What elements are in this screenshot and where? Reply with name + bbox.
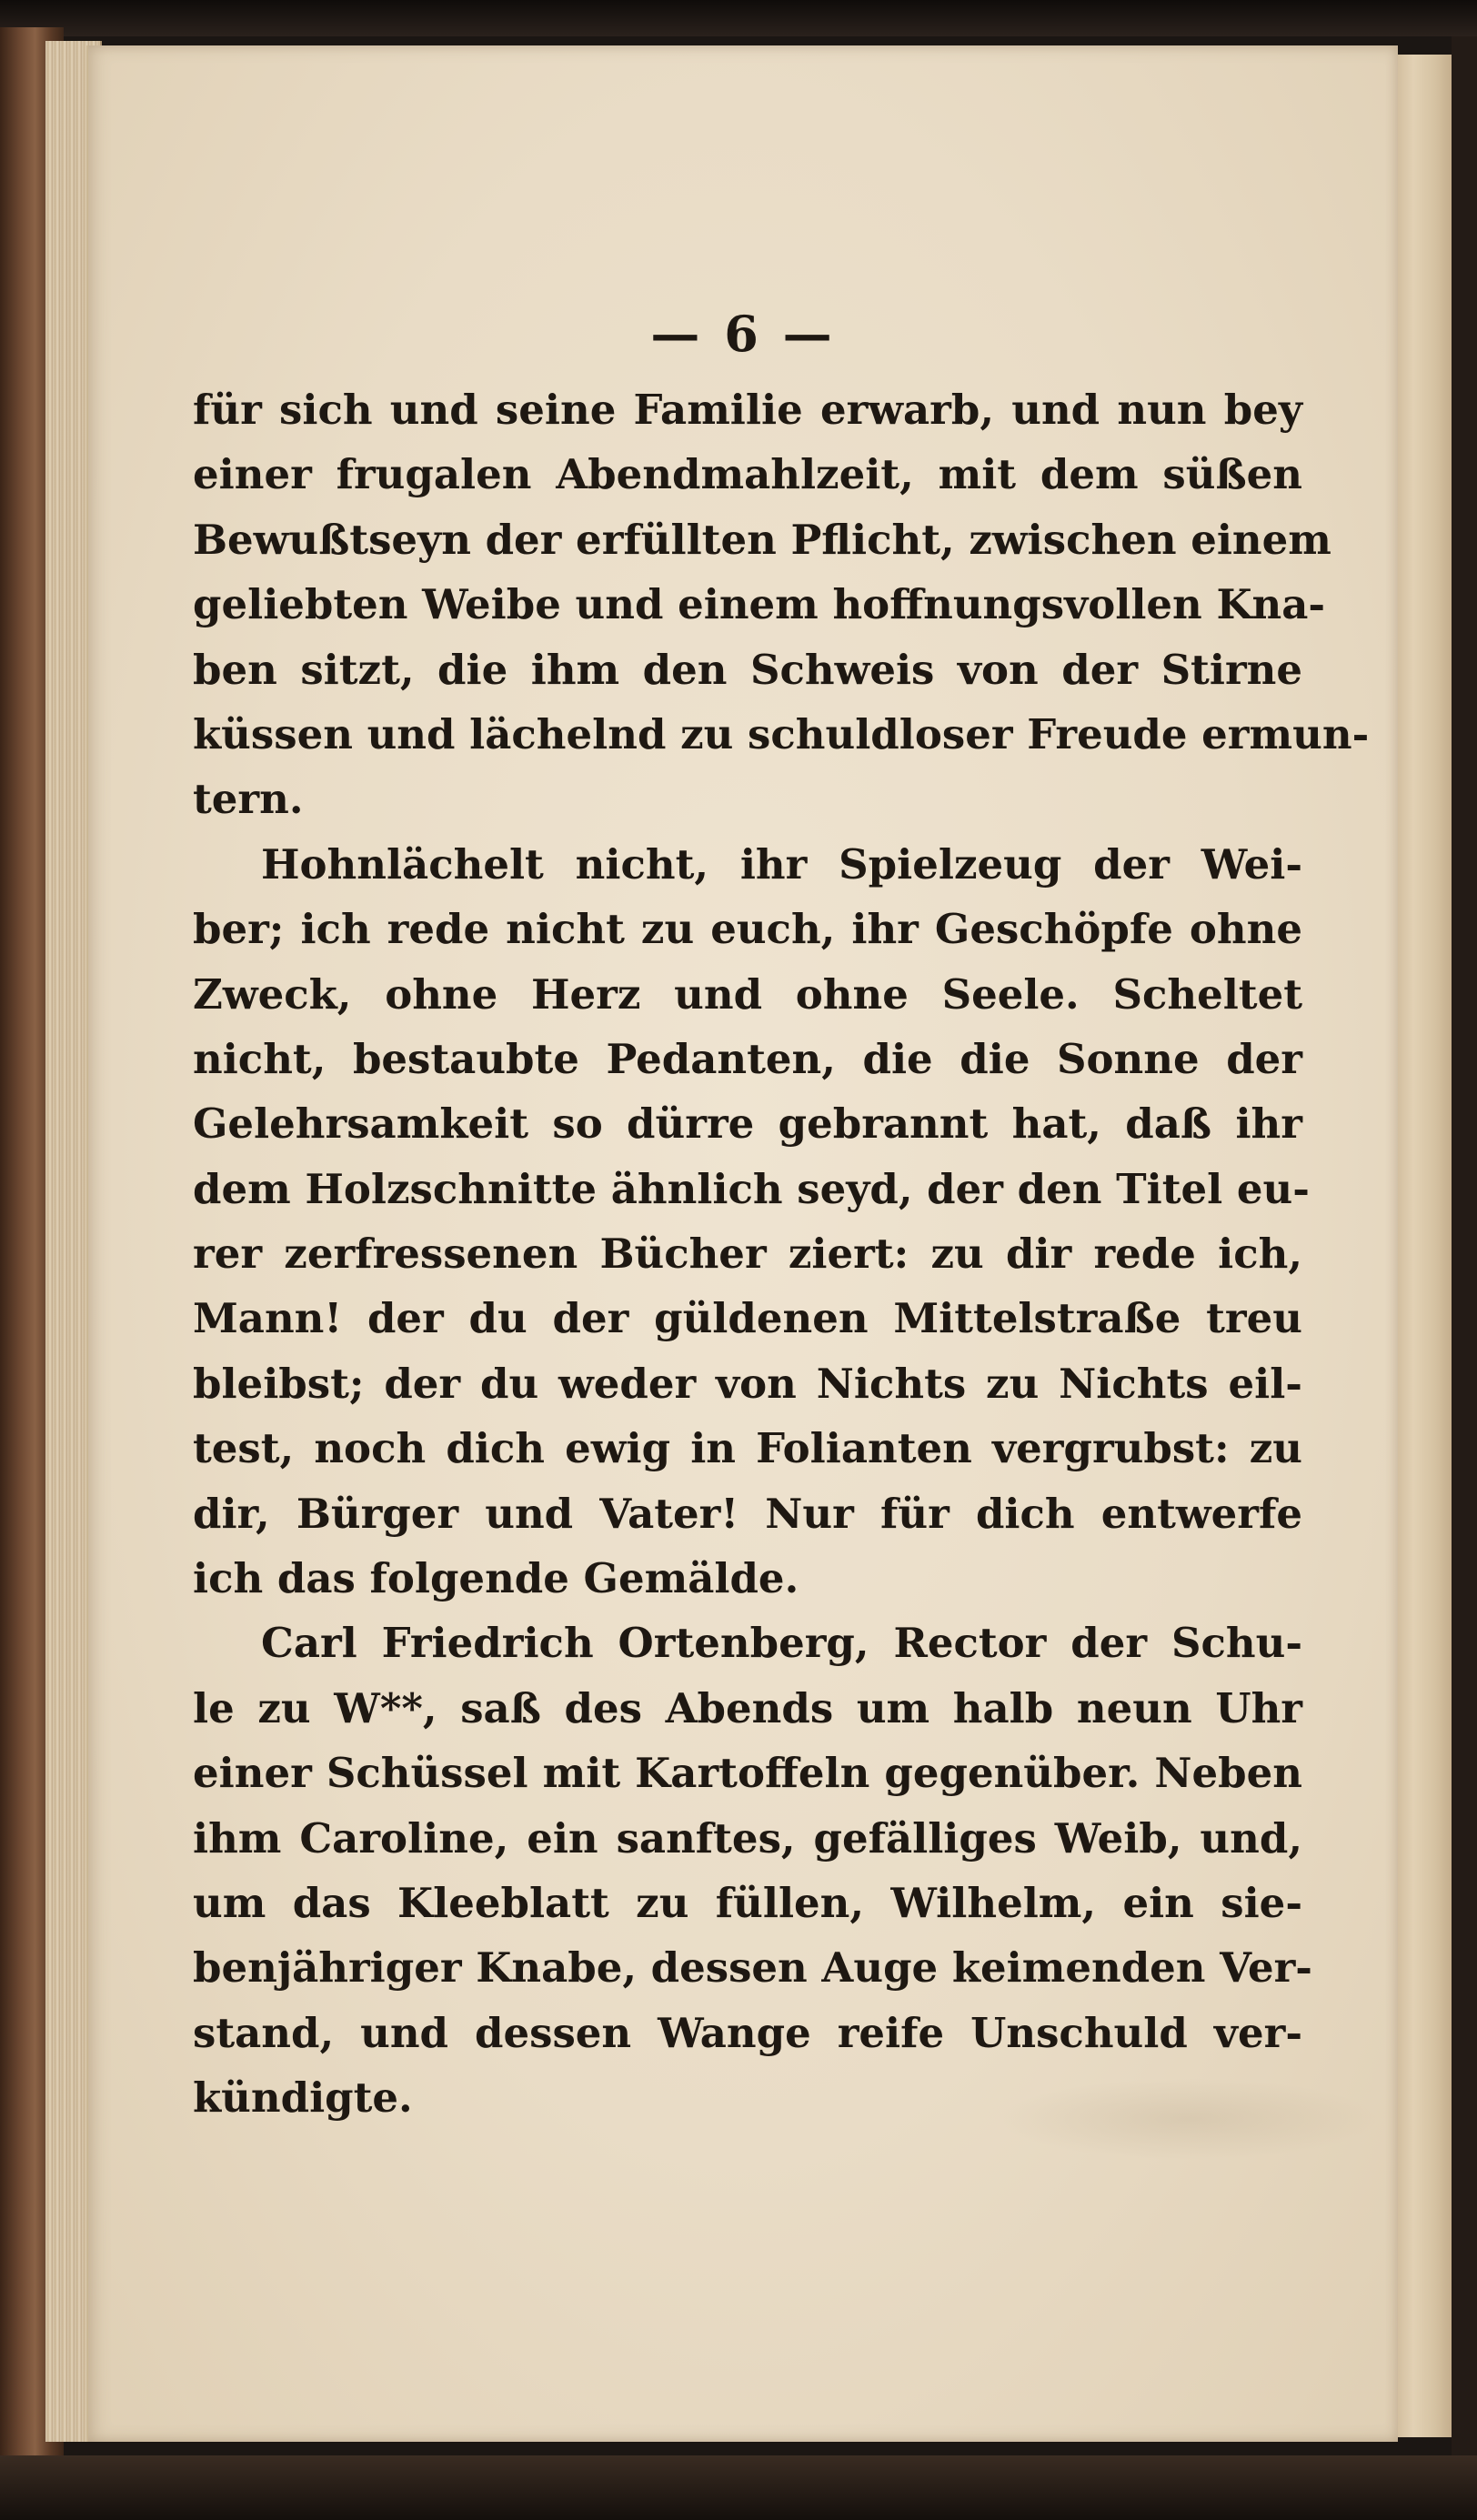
text-line: Zweck, ohne Herz und ohne Seele. Scheltet [193, 969, 1302, 1019]
text-line: um das Kleeblatt zu füllen, Wilhelm, ein sie- [193, 1878, 1302, 1927]
binding-bottom-edge [0, 2455, 1477, 2520]
text-line: ber; ich rede nicht zu euch, ihr Geschöpfe ohne [193, 905, 1302, 954]
text-line: geliebten Weibe und einem hoffnungsvollen Kna- [193, 580, 1326, 629]
page-number: — 6 — [650, 305, 836, 363]
text-line: rer zerfressenen Bücher ziert: zu dir rede ich, [193, 1230, 1302, 1279]
text-line: küssen und lächelnd zu schuldloser Freude ermun- [193, 709, 1370, 758]
text-line: für sich und seine Familie erwarb, und nun bey [193, 386, 1302, 434]
text-line: Carl Friedrich Ortenberg, Rector der Schu- [261, 1619, 1302, 1668]
body-text [193, 377, 1370, 2131]
text-line: benjähriger Knabe, dessen Auge keimenden Ver- [193, 1943, 1312, 1993]
binding-top-edge [0, 0, 1477, 36]
text-line: ihm Caroline, ein sanftes, gefälliges Weib, und, [193, 1813, 1302, 1862]
text-line: ich das folgende Gemälde. [193, 1554, 799, 1603]
text-line: einer frugalen Abendmahlzeit, mit dem süßen [193, 450, 1302, 499]
text-line: stand, und dessen Wange reife Unschuld ver- [193, 2008, 1302, 2057]
text-line: bleibst; der du weder von Nichts zu Nichts eil- [193, 1359, 1302, 1408]
text-line: einer Schüssel mit Kartoffeln gegenüber. Neben [193, 1749, 1302, 1798]
text-line: test, noch dich ewig in Folianten vergrubst: zu [193, 1424, 1302, 1473]
text-line: ben sitzt, die ihm den Schweis von der Stirne [193, 645, 1302, 694]
text-line: nicht, bestaubte Pedanten, die die Sonne der [193, 1034, 1302, 1083]
text-line: Bewußtseyn der erfüllten Pflicht, zwischen einem [193, 515, 1331, 564]
text-line: kündigte. [193, 2073, 413, 2123]
text-line: Hohnlächelt nicht, ihr Spielzeug der Wei- [261, 839, 1302, 889]
text-line: Mann! der du der güldenen Mittelstraße treu [193, 1294, 1302, 1343]
binding-right-edge [1452, 36, 1477, 2520]
text-line: Gelehrsamkeit so dürre gebrannt hat, daß ihr [193, 1099, 1302, 1149]
text-line: dem Holzschnitte ähnlich seyd, der den Titel eu- [193, 1164, 1310, 1213]
text-line: le zu W**, saß des Abends um halb neun Uhr [193, 1683, 1302, 1732]
text-line: tern. [193, 775, 304, 824]
text-line: dir, Bürger und Vater! Nur für dich entwerfe [193, 1489, 1302, 1538]
